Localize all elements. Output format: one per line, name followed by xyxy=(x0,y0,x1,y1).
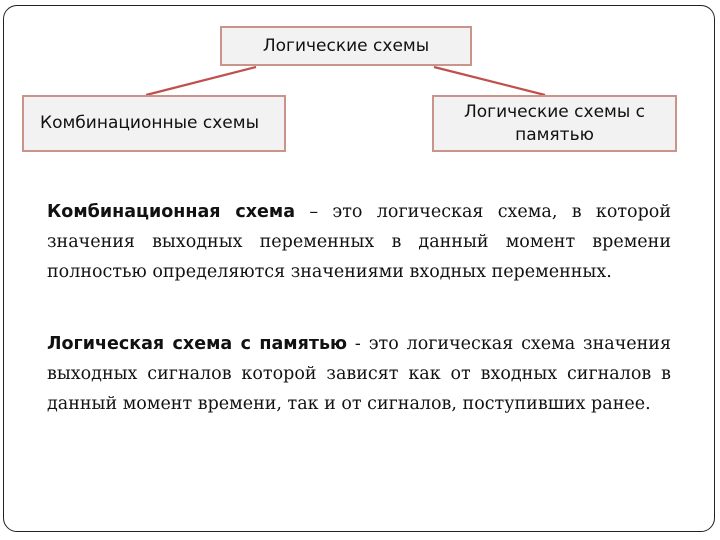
combinational-definition xyxy=(47,197,671,287)
root-node-box xyxy=(220,26,472,66)
combinational-definition-text: – это логическая схема, в которой значения выходных переменных в данный момент времени полностью определяются значениями входных переменных. xyxy=(47,202,671,282)
connector-root-to-combinational xyxy=(146,67,256,95)
root-node-label: Логические схемы xyxy=(262,35,430,56)
connector-root-to-memory xyxy=(434,67,545,95)
combinational-term: Комбинационная схема xyxy=(47,202,296,222)
memory-definition-text: - это логическая схема значения выходных сигналов которой зависят как от входных сигналов в данный момент времени, так и от сигналов, поступивших ранее. xyxy=(47,334,671,414)
combinational-schemes-label: Комбинационные схемы xyxy=(40,113,260,134)
memory-schemes-label: Логические схемы с памятью xyxy=(463,101,646,145)
memory-schemes-box xyxy=(432,95,677,152)
memory-definition xyxy=(47,329,671,419)
memory-term: Логическая схема с памятью xyxy=(47,334,348,354)
combinational-schemes-box xyxy=(22,95,286,152)
